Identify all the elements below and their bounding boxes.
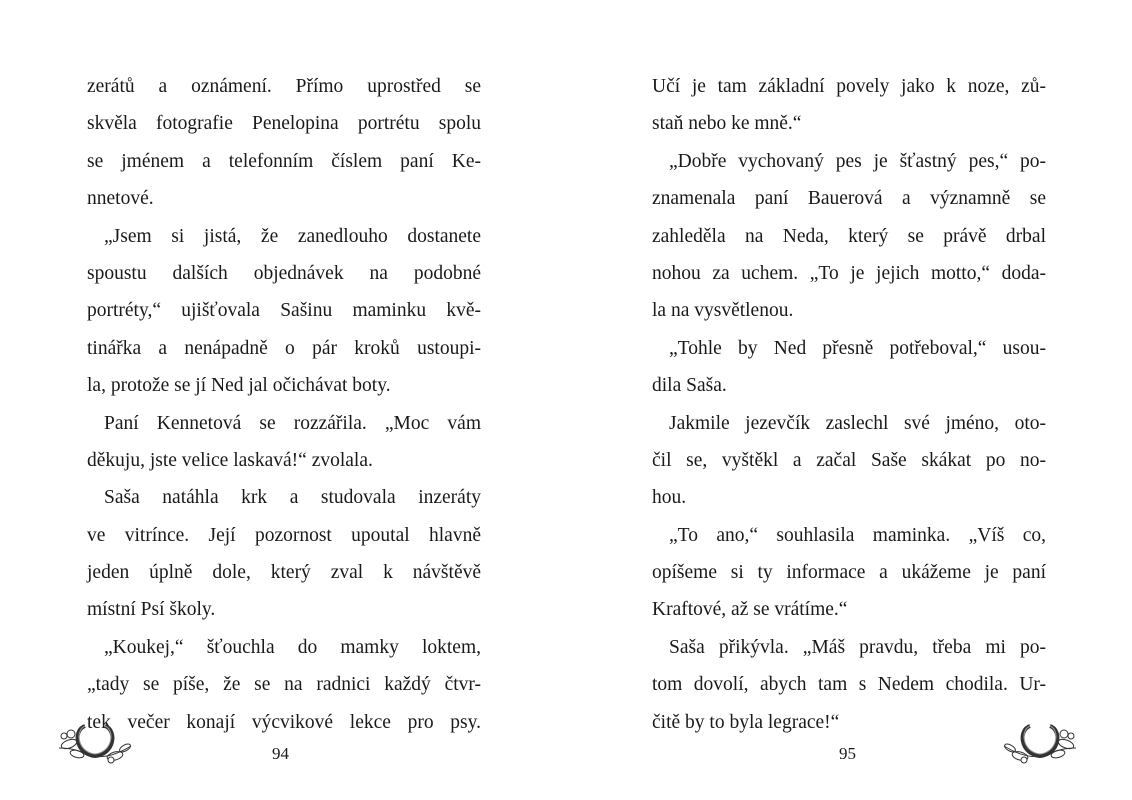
text-line: skvěla fotografie Penelopina portrétu spolu (87, 113, 481, 135)
text-line: „tady se píše, že se na radnici každý čtvr- (87, 674, 481, 696)
text-line: zahleděla na Neda, který se právě drbal (652, 225, 1046, 247)
text-line: Jakmile jezevčík zaslechl své jméno, oto- (669, 412, 1046, 434)
text-line: staň nebo ke mně.“ (652, 113, 802, 135)
text-line: Saša přikývla. „Máš pravdu, třeba mi po- (669, 636, 1046, 658)
text-line: „To ano,“ souhlasila maminka. „Víš co, (669, 524, 1046, 546)
text-line: hou. (652, 487, 687, 509)
text-line: tom dovolí, abych tam s Nedem chodila. Ur- (652, 674, 1046, 696)
text-line: Kraftové, až se vrátíme.“ (652, 599, 848, 621)
text-line: čitě by to byla legrace!“ (652, 711, 840, 733)
text-line: se jménem a telefonním číslem paní Ke- (87, 150, 481, 172)
horseshoe-ornament-icon (1000, 718, 1080, 766)
text-line: la na vysvětlenou. (652, 300, 794, 322)
text-line: Učí je tam základní povely jako k noze, zů- (652, 76, 1046, 97)
text-line: dila Saša. (652, 375, 727, 397)
text-line: místní Psí školy. (87, 599, 216, 621)
text-line: Paní Kennetová se rozzářila. „Moc vám (104, 412, 481, 434)
text-line: zerátů a oznámení. Přímo uprostřed se (87, 76, 481, 97)
text-line: la, protože se jí Ned jal očichávat boty. (87, 375, 391, 397)
text-line: čil se, vyštěkl a začal Saše skákat po no- (652, 449, 1046, 471)
text-line: spoustu dalších objednávek na podobné (87, 262, 481, 284)
text-line: děkuju, jste velice laskavá!“ zvolala. (87, 449, 373, 471)
text-line: „Tohle by Ned přesně potřeboval,“ usou- (669, 337, 1046, 359)
text-line: opíšeme si ty informace a ukážeme je paní (652, 562, 1046, 584)
page-number-right: 95 (839, 744, 856, 763)
text-line: nnetové. (87, 188, 154, 210)
right-page-text (652, 68, 1046, 741)
text-line: „Dobře vychovaný pes je šťastný pes,“ po- (669, 150, 1046, 172)
text-line: portréty,“ ujišťovala Sašinu maminku kvě- (87, 300, 481, 322)
text-line: ve vitrínce. Její pozornost upoutal hlavně (87, 524, 481, 546)
text-line: tek večer konají výcvikové lekce pro psy. (87, 711, 481, 733)
page-number-left: 94 (272, 744, 289, 763)
text-line: nohou za uchem. „To je jejich motto,“ doda- (652, 262, 1046, 284)
left-page-text (87, 68, 481, 741)
text-line: „Koukej,“ šťouchla do mamky loktem, (104, 636, 481, 658)
text-line: znamenala paní Bauerová a významně se (652, 188, 1046, 210)
text-line: jeden úplně dole, který zval k návštěvě (87, 562, 481, 584)
text-line: tinářka a nenápadně o pár kroků ustoupi- (87, 337, 481, 359)
text-line: Saša natáhla krk a studovala inzeráty (104, 487, 481, 509)
text-line: „Jsem si jistá, že zanedlouho dostanete (104, 225, 481, 247)
horseshoe-ornament-icon (55, 718, 135, 766)
